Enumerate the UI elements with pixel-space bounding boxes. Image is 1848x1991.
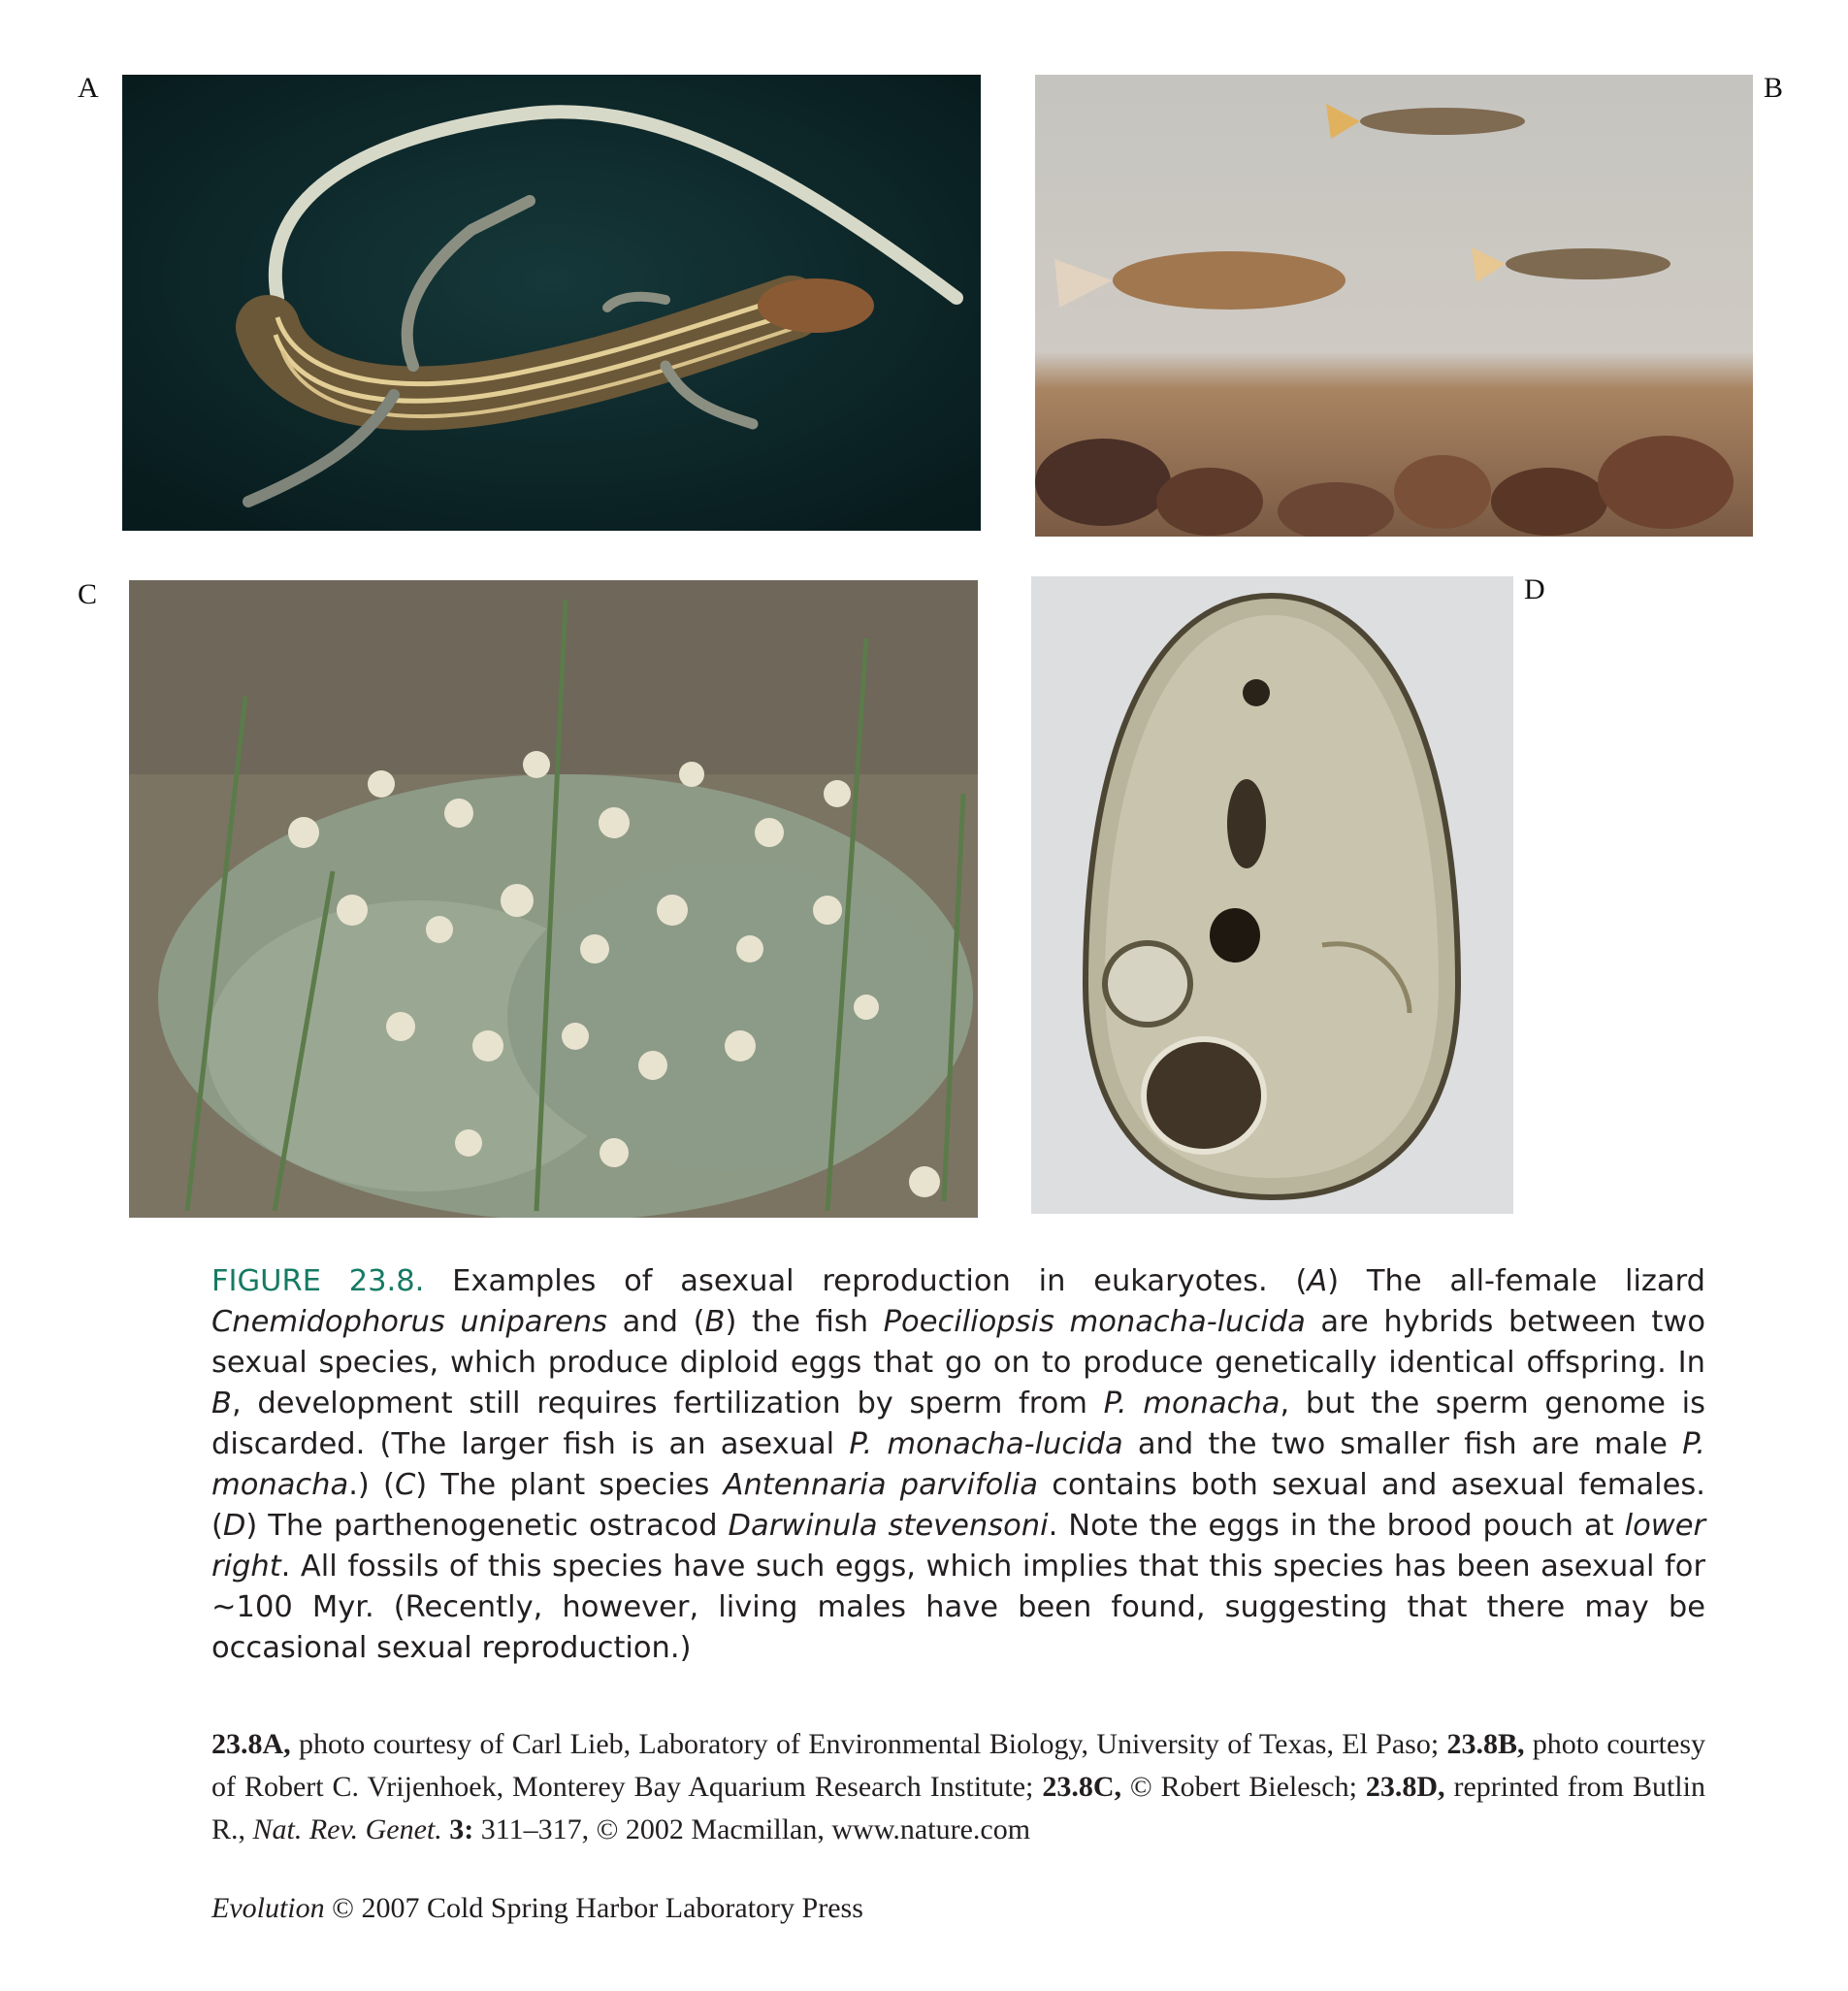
credit-text: © Robert Bielesch; (1120, 1771, 1366, 1803)
panel-letter-b: B (1764, 72, 1784, 104)
credit-text: photo courtesy of Carl Lieb, Laboratory of Environmental Biology, University of Texas, El Paso; (290, 1728, 1447, 1760)
book-title: Evolution (211, 1892, 325, 1924)
credit-label-a: 23.8A, (211, 1728, 291, 1760)
caption-species: Cnemidophorus uniparens (211, 1305, 608, 1339)
credit-text: photo courtesy of Robert C. Vrijenhoek, Monterey Bay Aquarium Research Institute; (211, 1728, 1705, 1803)
figure-caption (211, 1261, 1705, 1669)
photo-plants (129, 580, 978, 1218)
caption-text: ) The plant species (415, 1468, 724, 1502)
caption-text: ) the fish (725, 1305, 884, 1339)
caption-text: .) ( (348, 1468, 395, 1502)
caption-text: ) The all-female lizard (1327, 1264, 1705, 1298)
caption-species: Poeciliopsis monacha-lucida (883, 1305, 1306, 1339)
figure-label: FIGURE 23.8. (211, 1264, 425, 1298)
caption-text: , but the sperm genome is discarded. (The larger fish is an asexual (211, 1387, 1706, 1461)
caption-text: ) The parthenogenetic ostracod (245, 1509, 729, 1543)
caption-text: Examples of asexual reproduction in eukaryotes. ( (424, 1264, 1308, 1298)
caption-text: , development still requires fertilization by sperm from (231, 1387, 1104, 1420)
copyright-line (211, 1892, 863, 1925)
credit-journal: Nat. Rev. Genet. (252, 1813, 442, 1845)
credit-text: 311–317, © 2002 Macmillan, www.nature.com (473, 1813, 1031, 1845)
caption-panel-ref: B (704, 1305, 726, 1339)
caption-species: Darwinula stevensoni (728, 1509, 1049, 1543)
caption-panel-ref: C (394, 1468, 416, 1502)
credit-label-b: 23.8B, (1446, 1728, 1525, 1760)
photo-lizard (122, 75, 981, 531)
caption-text: and the two smaller fish are male (1122, 1427, 1683, 1461)
caption-text: . All fossils of this species have such eggs, which implies that this species has been asexual for ~100 Myr. (Recently, however, living males have been found, suggesting that there may be occasional sexual reproduction.) (211, 1550, 1705, 1665)
panel-letter-c: C (78, 578, 98, 610)
credit-text: reprinted from Butlin R., (211, 1771, 1705, 1845)
photo-fish (1035, 75, 1753, 537)
caption-emphasis: lower right (211, 1509, 1706, 1583)
copyright-text: © 2007 Cold Spring Harbor Laboratory Press (324, 1892, 863, 1924)
caption-species: P. monacha (211, 1427, 1705, 1502)
caption-text: and ( (607, 1305, 705, 1339)
caption-species: P. monacha (1103, 1387, 1281, 1420)
caption-text: are hybrids between two sexual species, which produce diploid eggs that go on to produce genetically identical offspring. In (211, 1305, 1705, 1380)
panel-letter-a: A (78, 72, 99, 104)
panel-letter-d: D (1524, 573, 1545, 605)
credit-volume: 3: (441, 1813, 474, 1845)
photo-credits (211, 1723, 1705, 1851)
credit-label-d: 23.8D, (1365, 1771, 1445, 1803)
caption-panel-ref: D (222, 1509, 246, 1543)
caption-species: P. monacha-lucida (849, 1427, 1123, 1461)
caption-panel-ref: A (1307, 1264, 1328, 1298)
photo-ostracod (1031, 576, 1513, 1214)
caption-text: . Note the eggs in the brood pouch at (1048, 1509, 1625, 1543)
caption-text: contains both sexual and asexual females. ( (211, 1468, 1705, 1543)
caption-panel-ref: B (211, 1387, 232, 1420)
caption-species: Antennaria parvifolia (723, 1468, 1038, 1502)
credit-label-c: 23.8C, (1042, 1771, 1121, 1803)
